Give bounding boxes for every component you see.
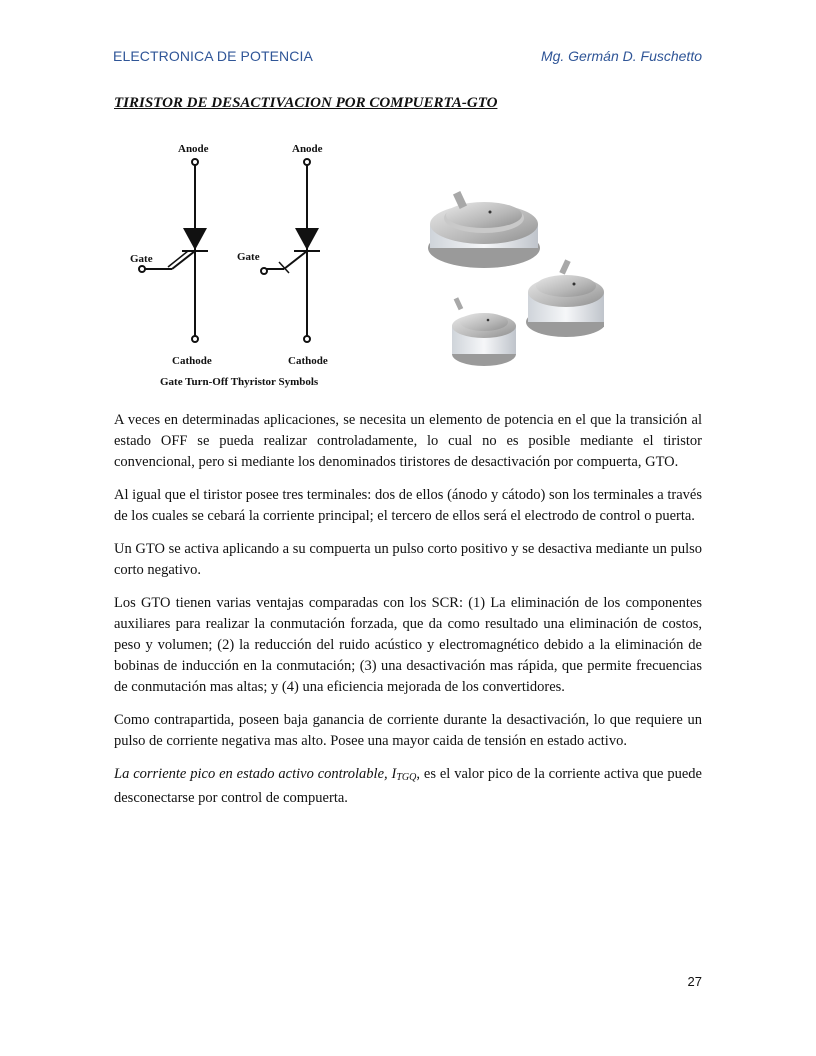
paragraph: Los GTO tienen varias ventajas comparadas con los SCR: (1) La eliminación de los componentes auxiliares para realizar la conmutación forzada, que da como resultado una eliminación de costos, peso y volumen; (2) la reducción del ruido acústico y electromagnético debido a la eliminación de bobinas de inducción en la conmutación; (3) una desactivación mas rápida, que permite frecuencias de conmutación mas altas; y (4) una eficiencia mejorada de los convertidores.: [114, 595, 702, 695]
gto-device-small: [452, 297, 516, 366]
gto-device-right: [526, 259, 604, 337]
gate-label: Gate: [130, 253, 153, 265]
paragraph-itgq: [114, 764, 702, 809]
paragraph: A veces en determinadas aplicaciones, se necesita un elemento de potencia en el que la transición al estado OFF se pueda realizar controladamente, lo cual no es posible mediante el tiristor convencional, pero si mediante los denominados tiristores de desactivación por compuerta, GTO.: [114, 412, 702, 470]
gto-symbol-2: [237, 143, 328, 367]
header-author: Mg. Germán D. Fuschetto: [540, 48, 702, 64]
anode-label: Anode: [178, 143, 209, 155]
paragraph: Como contrapartida, poseen baja ganancia de corriente durante la desactivación, lo que requiere un pulso de corriente negativa mas alto. Posee una mayor caida de tensión en estado activo.: [114, 712, 702, 749]
subscript: TGQ: [396, 772, 417, 783]
italic-term: La corriente pico en estado activo controlable, I: [114, 766, 397, 782]
gto-symbol-1: [130, 143, 212, 367]
gto-symbols-diagram: [120, 136, 360, 392]
cathode-label: Cathode: [172, 355, 212, 367]
gto-devices-photo: [428, 180, 604, 376]
paragraph-rest: , es el valor pico de la corriente activa que puede desconectarse por control de compuerta.: [114, 766, 702, 806]
body-text: [114, 410, 702, 821]
section-title: TIRISTOR DE DESACTIVACION POR COMPUERTA-GTO: [114, 95, 498, 111]
figure-caption: Gate Turn-Off Thyristor Symbols: [160, 376, 319, 388]
anode-label: Anode: [292, 143, 323, 155]
paragraph: Un GTO se activa aplicando a su compuerta un pulso corto positivo y se desactiva mediante un pulso corto negativo.: [114, 541, 702, 578]
page-number: 27: [687, 974, 702, 989]
cathode-label: Cathode: [288, 355, 328, 367]
paragraph: Al igual que el tiristor posee tres terminales: dos de ellos (ánodo y cátodo) son los terminales a través de los cuales se cebará la corriente principal; el tercero de ellos será el electrodo de control o puerta.: [114, 487, 702, 524]
header-title: ELECTRONICA DE POTENCIA: [113, 48, 313, 64]
gate-label: Gate: [237, 251, 260, 263]
gto-device-large: [428, 191, 540, 268]
